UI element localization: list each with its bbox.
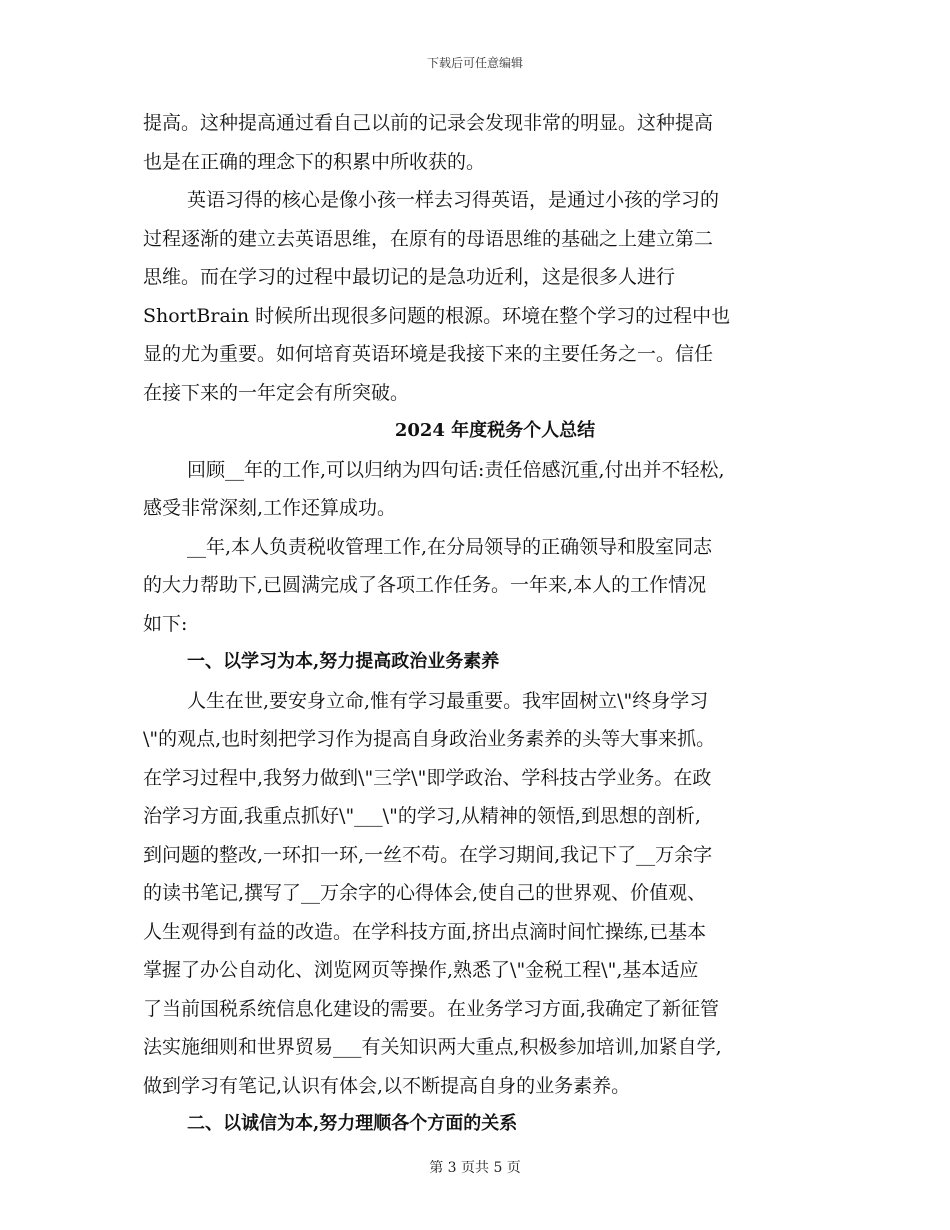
paragraph-line: 到问题的整改,一环扣一环,一丝不苟。在学习期间,我记下了__万余字 — [143, 843, 713, 866]
paragraph-line: 治学习方面,我重点抓好\"___\"的学习,从精神的领悟,到思想的剖析, — [143, 805, 701, 827]
paragraph-line: 的大力帮助下,已圆满完成了各项工作任务。一年来,本人的工作情况 — [143, 574, 707, 596]
paragraph-line: 在接下来的一年定会有所突破。 — [143, 381, 410, 404]
paragraph-line: 掌握了办公自动化、浏览网页等操作,熟悉了\"金税工程\",基本适应 — [143, 959, 699, 981]
paragraph-line: 显的尤为重要。如何培育英语环境是我接下来的主要任务之一。信任 — [143, 343, 714, 365]
paragraph-line: 在学习过程中,我努力做到\"三学\"即学政治、学科技古学业务。在政 — [143, 766, 712, 789]
document-body — [143, 104, 803, 1144]
page-number: 第 3 页共 5 页 — [429, 1160, 521, 1176]
section-title: 2024 年度税务个人总结 — [394, 420, 596, 441]
paragraph-line: 感受非常深刻,工作还算成功。 — [143, 497, 397, 519]
subsection-heading: 一、以学习为本,努力提高政治业务素养 — [187, 651, 500, 672]
paragraph-line: 也是在正确的理念下的积累中所收获的。 — [143, 150, 486, 173]
paragraph-line: __年,本人负责税收管理工作,在分局领导的正确领导和股室同志 — [187, 535, 713, 558]
paragraph-line: 英语习得的核心是像小孩一样去习得英语，是通过小孩的学习的 — [187, 189, 720, 211]
paragraph-line: 提高。这种提高通过看自己以前的记录会发现非常的明显。这种提高 — [143, 112, 714, 134]
page-header-note: 下载后可任意编辑 — [426, 56, 523, 70]
paragraph-line: ShortBrain 时候所出现很多问题的根源。环境在整个学习的过程中也 — [143, 304, 731, 327]
paragraph-line: 回顾__年的工作,可以归纳为四句话:责任倍感沉重,付出并不轻松, — [187, 458, 725, 481]
paragraph-line: 过程逐渐的建立去英语思维，在原有的母语思维的基础之上建立第二 — [143, 227, 714, 250]
paragraph-line: 法实施细则和世界贸易___有关知识两大重点,积极参加培训,加紧自学, — [143, 1036, 722, 1058]
paragraph-line: 人生在世,要安身立命,惟有学习最重要。我牢固树立\"终身学习 — [187, 689, 709, 712]
paragraph-line: 的读书笔记,撰写了__万余字的心得体会,使自己的世界观、价值观、 — [143, 882, 707, 904]
paragraph-line: 思维。而在学习的过程中最切记的是急功近利，这是很多人进行 — [143, 266, 676, 288]
paragraph-line: 如下: — [143, 612, 188, 635]
paragraph-line: 了当前国税系统信息化建设的需要。在业务学习方面,我确定了新征管 — [143, 997, 720, 1020]
paragraph-line: 人生观得到有益的改造。在学科技方面,挤出点滴时间忙操练,已基本 — [143, 920, 707, 943]
paragraph-line: 做到学习有笔记,认识有体会,以不断提高自身的业务素养。 — [143, 1074, 631, 1097]
paragraph-line: \"的观点,也时刻把学习作为提高自身政治业务素养的头等大事来抓。 — [143, 728, 716, 750]
subsection-heading: 二、以诚信为本,努力理顺各个方面的关系 — [187, 1113, 518, 1134]
